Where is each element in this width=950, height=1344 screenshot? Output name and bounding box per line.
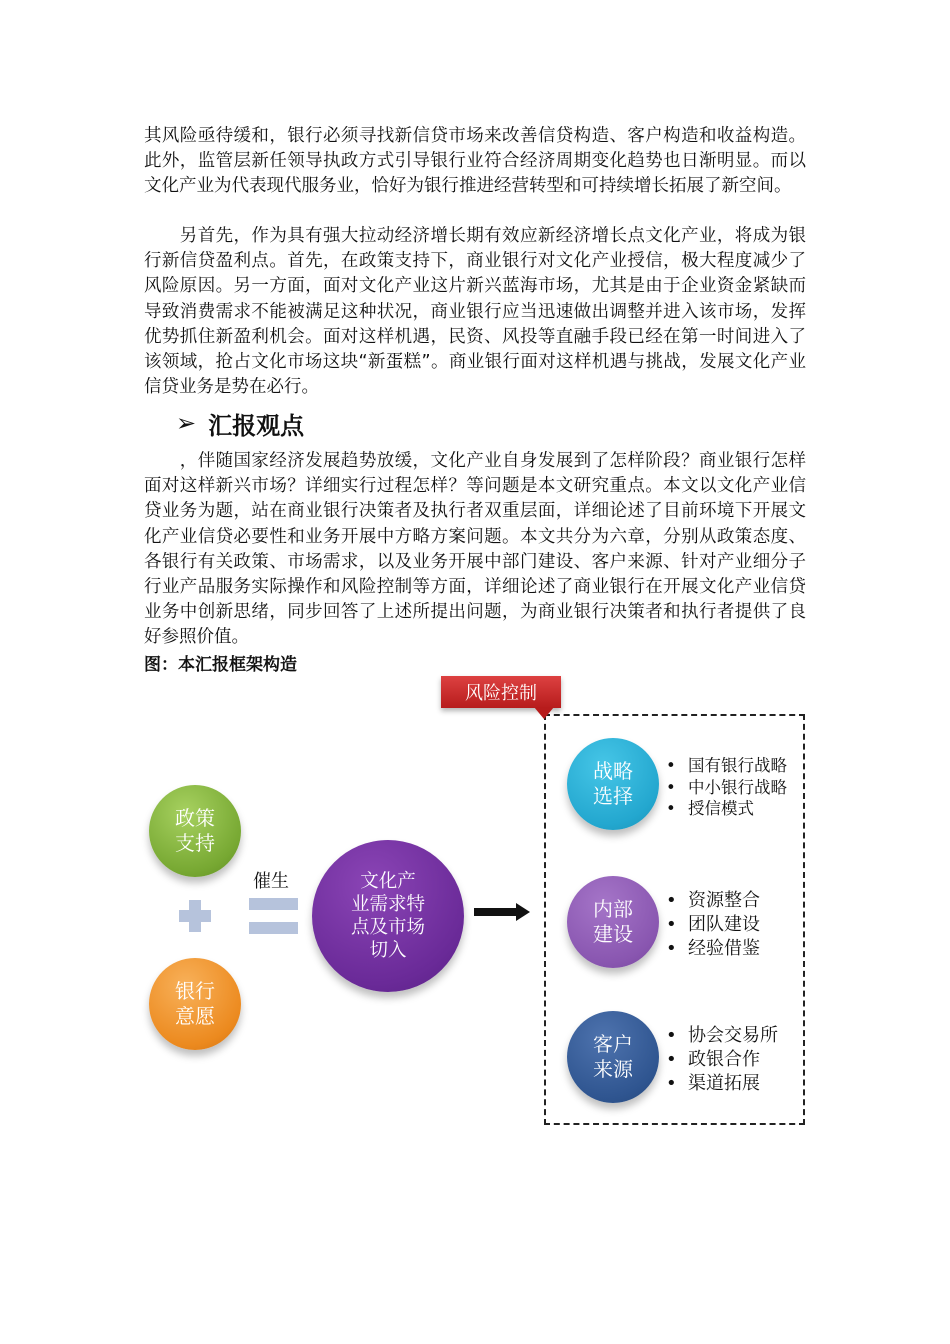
risk-control-tag-pointer [534, 707, 554, 719]
list-item: • 中小银行战略 [666, 777, 787, 799]
right-arrow-icon [474, 908, 520, 916]
risk-control-tag: 风险控制 [441, 676, 561, 708]
strategy-choice-circle [567, 738, 659, 830]
paragraph-intro: 其风险亟待缓和，银行必须寻找新信贷市场来改善信贷构造、客户构造和收益构造。此外，监管层新任领导执政方式引导银行业符合经济周期变化趋势也日渐明显。而以文化产业为代表现代服务业，恰好为银行推进经营转型和可持续增长拓展了新空间。 [144, 126, 806, 197]
list-item: • 资源整合 [666, 889, 760, 913]
arrow-bullet-icon: ➢ [176, 409, 197, 437]
cultural-industry-label: 文化产 业需求特 点及市场 切入 [350, 871, 425, 961]
right-arrow-head [516, 903, 530, 921]
internal-building-label: 内部 建设 [593, 897, 633, 946]
list-item: • 授信模式 [666, 798, 787, 820]
section-heading [176, 404, 304, 442]
bank-willingness-circle [149, 958, 241, 1050]
internal-list [666, 889, 760, 961]
list-item: • 渠道拓展 [666, 1072, 778, 1096]
list-item: • 国有银行战略 [666, 755, 787, 777]
strategy-choice-label: 战略 选择 [593, 759, 633, 808]
equals-icon [249, 898, 298, 910]
section-heading-text: 汇报观点 [208, 411, 305, 440]
policy-support-circle [149, 785, 241, 877]
cultural-industry-circle [312, 840, 464, 992]
customer-list [666, 1024, 778, 1096]
policy-support-label: 政策 支持 [175, 806, 215, 855]
internal-building-circle [567, 876, 659, 968]
paragraph-opportunity: 另首先，作为具有强大拉动经济增长期有效应新经济增长点文化产业，将成为银行新信贷盈利点。首先，在政策支持下，商业银行对文化产业授信，极大程度减少了风险原因。另一方面，面对文化产业这片新兴蓝海市场，尤其是由于企业资金紧缺而导致消费需求不能被满足这种状况，商业银行应当迅速做出调整并进入该市场，发挥优势抓住新盈利机会。面对这样机遇，民资、风投等直融手段已经在第一时间进入了该领域，抢占文化市场这块“新蛋糕”。商业银行面对这样机遇与挑战，发展文化产业信贷业务是势在必行。 [144, 226, 806, 398]
cuisheng-label: 催生 [253, 871, 289, 892]
customer-source-circle [567, 1011, 659, 1103]
bank-willingness-label: 银行 意愿 [175, 979, 215, 1028]
list-item: • 政银合作 [666, 1048, 778, 1072]
list-item: • 协会交易所 [666, 1024, 778, 1048]
figure-caption: 图：本汇报框架构造 [144, 655, 297, 675]
plus-icon-bar [179, 910, 211, 922]
list-item: • 团队建设 [666, 913, 760, 937]
list-item: • 经验借鉴 [666, 937, 760, 961]
paragraph-viewpoint: ，伴随国家经济发展趋势放缓，文化产业自身发展到了怎样阶段？商业银行怎样面对这样新兴市场？详细实行过程怎样？等问题是本文研究重点。本文以文化产业信贷业务为题，站在商业银行决策者及执行者双重层面，详细论述了目前环境下开展文化产业信贷必要性和业务开展中方略方案问题。本文共分为六章，分别从政策态度、各银行有关政策、市场需求，以及业务开展中部门建设、客户来源、针对产业细分子行业产品服务实际操作和风险控制等方面，详细论述了商业银行在开展文化产业信贷业务中创新思绪，同步回答了上述所提出问题，为商业银行决策者和执行者提供了良好参照价值。 [144, 451, 806, 648]
customer-source-label: 客户 来源 [593, 1032, 633, 1081]
strategy-list [666, 755, 787, 820]
equals-icon-bar [249, 922, 298, 934]
